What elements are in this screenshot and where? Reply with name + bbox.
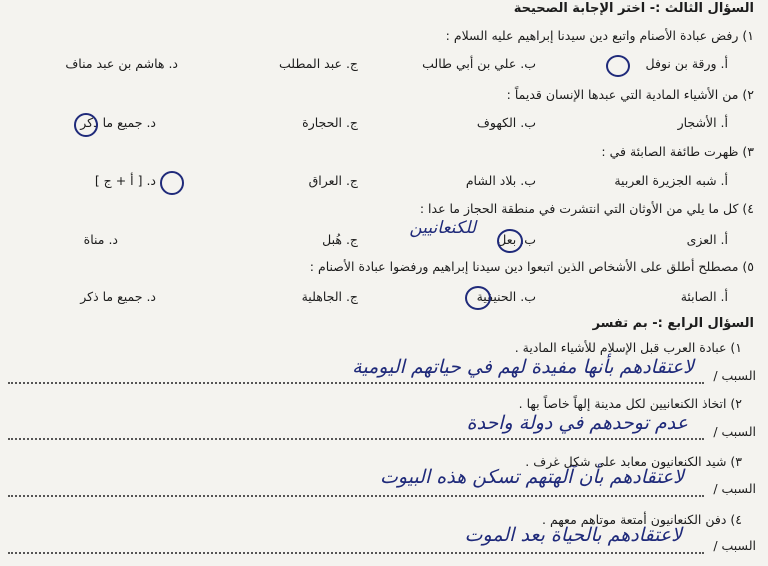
answer-circle-q2	[74, 113, 98, 137]
q3-option-c[interactable]: ج. العراق	[308, 173, 358, 188]
q2-option-b[interactable]: ب. الكهوف	[476, 115, 536, 130]
handwritten-answer-4[interactable]: لاعتقادهم بالحياة بعد الموت	[464, 524, 682, 546]
explain-item-1-prompt: ١) عبادة العرب قبل الإسلام للأشياء المادية .	[514, 340, 742, 355]
question-1-stem: ١) رفض عبادة الأصنام واتبع دين سيدنا إبراهيم عليه السلام :	[445, 28, 754, 43]
section3-heading: السؤال الثالث :- اختر الإجابة الصحيحة	[513, 1, 754, 16]
q1-option-a[interactable]: أ. ورقة بن نوفل	[645, 56, 728, 71]
question-3-stem: ٣) ظهرت طائفة الصابئة في :	[601, 144, 754, 159]
q3-option-b[interactable]: ب. بلاد الشام	[465, 173, 536, 188]
q1-option-b[interactable]: ب. علي بن أبي طالب	[422, 56, 536, 71]
q4-option-a[interactable]: أ. العزى	[686, 232, 728, 247]
explain-item-2-prompt: ٢) اتخاذ الكنعانيين لكل مدينة إلهاً خاصاً بها .	[518, 396, 742, 411]
answer-circle-q4	[497, 229, 523, 253]
q1-option-c[interactable]: ج. عبد المطلب	[279, 56, 358, 71]
q4-option-d[interactable]: د. مناة	[83, 232, 118, 247]
answer-line-3	[8, 493, 704, 497]
q3-option-d[interactable]: د. [ أ + ج ]	[94, 173, 156, 188]
reason-label-2: السبب /	[713, 424, 756, 439]
q1-option-d[interactable]: د. هاشم بن عبد مناف	[65, 56, 178, 71]
q4-option-c[interactable]: ج. هُبل	[322, 232, 358, 247]
answer-circle-q5	[465, 286, 491, 310]
reason-label-3: السبب /	[713, 481, 756, 496]
answer-line-1	[8, 380, 704, 384]
section4-heading: السؤال الرابع :- بم تفسر	[592, 316, 754, 331]
q5-option-d[interactable]: د. جميع ما ذكر	[80, 289, 156, 304]
handwritten-answer-2[interactable]: عدم توحدهم في دولة واحدة	[466, 412, 688, 434]
reason-label-4: السبب /	[713, 538, 756, 553]
question-2-stem: ٢) من الأشياء المادية التي عبدها الإنسان قديماً :	[506, 87, 754, 102]
q3-option-a[interactable]: أ. شبه الجزيرة العربية	[614, 173, 728, 188]
reason-label-1: السبب /	[713, 368, 756, 383]
question-4-stem: ٤) كل ما يلي من الأوثان التي انتشرت في منطقة الحجاز ما عدا :	[419, 201, 754, 216]
q5-option-a[interactable]: أ. الصابئة	[680, 289, 728, 304]
answer-circle-q3	[160, 171, 184, 195]
q2-option-d[interactable]: د. جميع ما ذكر	[80, 115, 156, 130]
handwritten-answer-3[interactable]: لاعتقادهم بأن آلهتهم تسكن هذه البيوت	[380, 466, 684, 488]
explain-item-4-prompt: ٤) دفن الكنعانيون أمتعة موتاهم معهم .	[542, 512, 742, 527]
question-5-stem: ٥) مصطلح أطلق على الأشخاص الذين اتبعوا دين سيدنا إبراهيم ورفضوا عبادة الأصنام :	[309, 259, 754, 274]
q5-option-b[interactable]: ب. الحنيفية	[476, 289, 536, 304]
q2-option-c[interactable]: ج. الحجارة	[302, 115, 358, 130]
answer-line-2	[8, 436, 704, 440]
handwritten-answer-1[interactable]: لاعتقادهم بأنها مفيدة لهم في حياتهم اليومية	[352, 356, 694, 378]
q4-handwritten-note: للكنعانيين	[409, 218, 476, 238]
q4-option-b[interactable]: ب. بعل	[497, 232, 536, 247]
explain-item-3-prompt: ٣) شيد الكنعانيون معابد على شكل غرف .	[525, 454, 742, 469]
q5-option-c[interactable]: ج. الجاهلية	[301, 289, 358, 304]
q2-option-a[interactable]: أ. الأشجار	[677, 115, 728, 130]
answer-circle-q1	[606, 55, 630, 77]
answer-line-4	[8, 550, 704, 554]
